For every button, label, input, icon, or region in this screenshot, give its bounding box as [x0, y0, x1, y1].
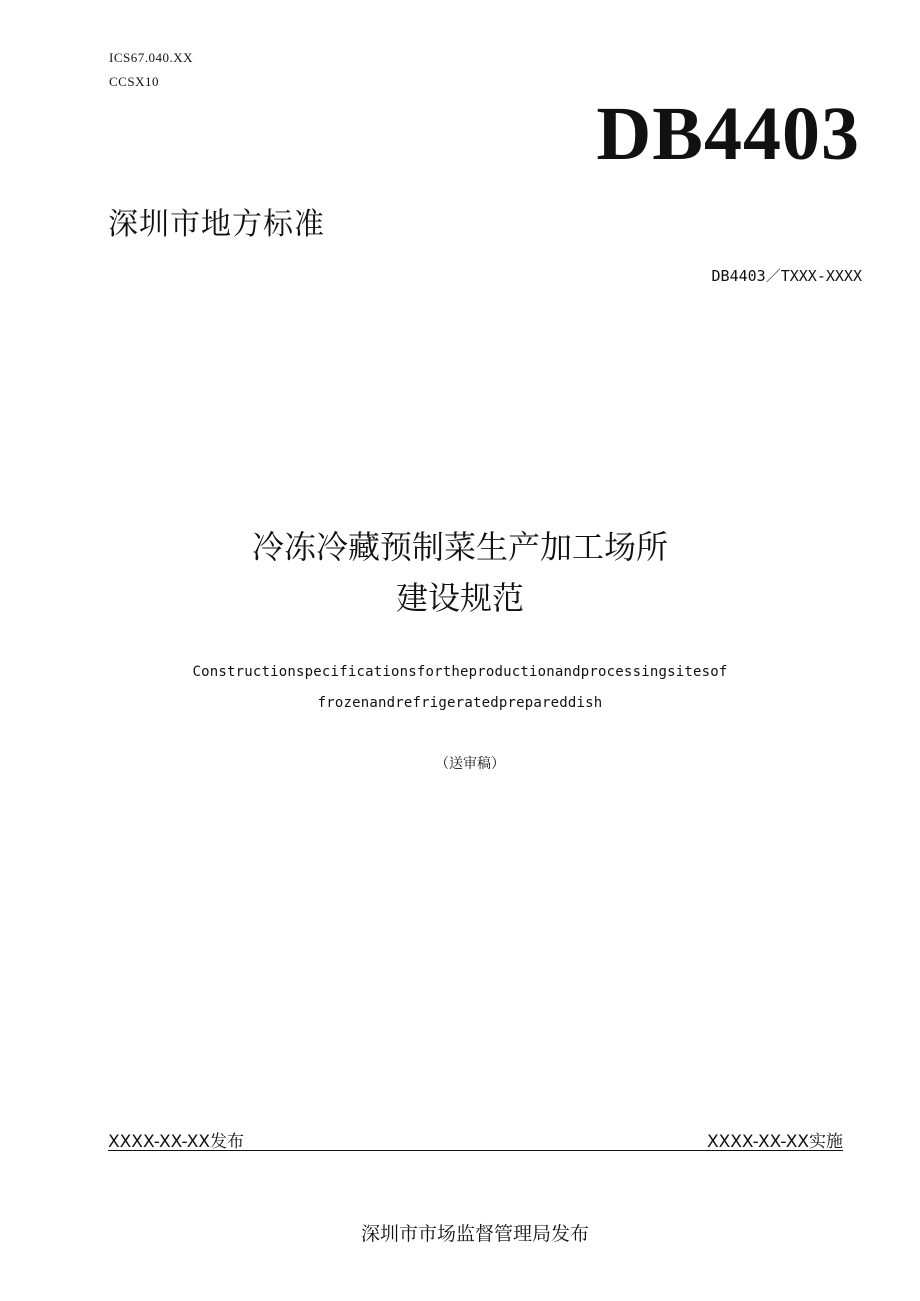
title-zh-line-1: 冷冻冷藏预制菜生产加工场所	[251, 528, 668, 566]
standard-code-logo: DB4403	[596, 92, 860, 176]
standard-type: 深圳市地方标准	[108, 207, 325, 242]
title-en-line-2: frozenandrefrigeratedprepareddish	[317, 695, 603, 711]
draft-label: （送审稿）	[435, 756, 505, 772]
english-title	[0, 657, 920, 719]
date-row	[108, 1127, 843, 1151]
issue-date: XXXX-XX-XX发布	[108, 1132, 245, 1152]
standard-number: DB4403／TXXX-XXXX	[711, 267, 862, 285]
document-title	[0, 522, 920, 624]
ics-code: ICS67.040.XX	[109, 50, 194, 65]
ccs-code: CCSX10	[109, 74, 159, 89]
implementation-date: XXXX-XX-XX实施	[706, 1132, 843, 1152]
title-en-line-1: Constructionspecificationsfortheproductionandprocessingsitesof	[192, 664, 728, 680]
publisher: 深圳市市场监督管理局发布	[360, 1223, 589, 1245]
title-zh-line-2: 建设规范	[395, 579, 524, 617]
